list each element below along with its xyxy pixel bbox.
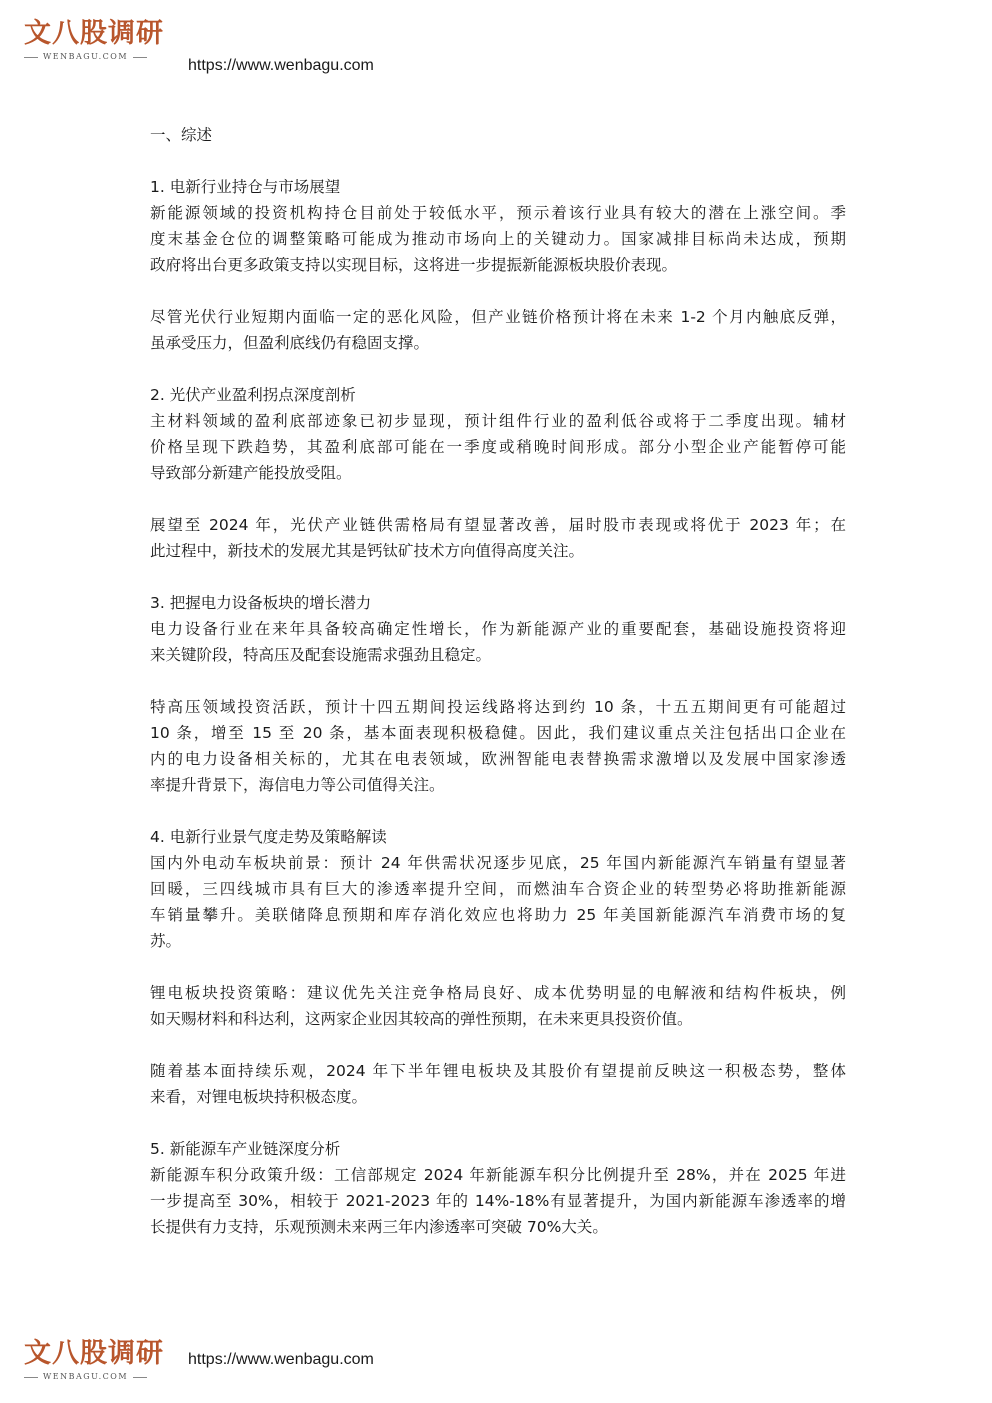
paragraph-line: 主材料领域的盈利底部迹象已初步显现，预计组件行业的盈利低谷或将于二季度出现。辅材: [150, 412, 846, 430]
logo-subtitle-text: WENBAGU.COM: [43, 1372, 129, 1381]
paragraph-line: 回暖，三四线城市具有巨大的渗透率提升空间，而燃油车合资企业的转型势必将助推新能源: [150, 880, 846, 898]
paragraph-line: 内的电力设备相关标的，尤其在电表领域，欧洲智能电表替换需求激增以及发展中国家渗透: [150, 750, 846, 768]
paragraph-line: 价格呈现下跌趋势，其盈利底部可能在一季度或稍晚时间形成。部分小型企业产能暂停可能: [150, 438, 846, 456]
paragraph-line: 来关键阶段，特高压及配套设施需求强劲且稳定。: [150, 646, 492, 664]
header-url[interactable]: https://www.wenbagu.com: [188, 57, 374, 74]
section-4-paragraph-1: [150, 850, 846, 954]
logo-dash-left: [24, 57, 38, 58]
section-4-paragraph-3: [150, 1058, 846, 1110]
paragraph-line: 如天赐材料和科达利，这两家企业因其较高的弹性预期，在未来更具投资价值。: [150, 1010, 693, 1028]
paragraph-line: 锂电板块投资策略：建议优先关注竞争格局良好、成本优势明显的电解液和结构件板块，例: [150, 984, 846, 1002]
logo-subtitle-text: WENBAGU.COM: [43, 52, 129, 61]
section-2-paragraph-2: [150, 512, 846, 564]
logo-dash-left: [24, 1377, 38, 1378]
paragraph-line: 来看，对锂电板块持积极态度。: [150, 1088, 368, 1106]
paragraph-line: 苏。: [150, 932, 182, 950]
footer-url[interactable]: https://www.wenbagu.com: [188, 1351, 374, 1368]
paragraph-line: 一步提高至 30%，相较于 2021-2023 年的 14%-18%有显著提升，为国内新能源车渗透率的增: [150, 1192, 846, 1210]
section-1-heading: 1. 电新行业持仓与市场展望: [150, 178, 341, 196]
section-5-paragraph-1: [150, 1162, 846, 1240]
logo-dash-right: [133, 1377, 147, 1378]
paragraph-line: 此过程中，新技术的发展尤其是钙钛矿技术方向值得高度关注。: [150, 542, 585, 560]
logo-subtitle: [24, 1372, 184, 1382]
section-title: 一、综述: [150, 126, 213, 144]
paragraph-line: 随着基本面持续乐观，2024 年下半年锂电板块及其股价有望提前反映这一积极态势，整体: [150, 1062, 846, 1080]
logo-title: 文八股调研: [24, 1338, 164, 1369]
paragraph-line: 尽管光伏行业短期内面临一定的恶化风险，但产业链价格预计将在未来 1-2 个月内触底反弹，: [150, 308, 846, 326]
paragraph-line: 国内外电动车板块前景：预计 24 年供需状况逐步见底，25 年国内新能源汽车销量有望显著: [150, 854, 846, 872]
paragraph-line: 导致部分新建产能投放受阻。: [150, 464, 352, 482]
paragraph-line: 长提供有力支持，乐观预测未来两三年内渗透率可突破 70%大关。: [150, 1218, 608, 1236]
section-3-paragraph-2: [150, 694, 846, 798]
logo-dash-right: [133, 57, 147, 58]
paragraph-line: 新能源领域的投资机构持仓目前处于较低水平，预示着该行业具有较大的潜在上涨空间。季: [150, 204, 846, 222]
section-2-heading: 2. 光伏产业盈利拐点深度剖析: [150, 386, 356, 404]
document-body: [150, 122, 846, 1240]
paragraph-line: 车销量攀升。美联储降息预期和库存消化效应也将助力 25 年美国新能源汽车消费市场的复: [150, 906, 846, 924]
header-logo: [24, 18, 184, 62]
section-1-paragraph-1: [150, 200, 846, 278]
paragraph-line: 新能源车积分政策升级：工信部规定 2024 年新能源车积分比例提升至 28%，并在 2025 年进: [150, 1166, 846, 1184]
footer-logo: [24, 1338, 184, 1382]
paragraph-line: 10 条，增至 15 至 20 条，基本面表现积极稳健。因此，我们建议重点关注包括出口企业在: [150, 724, 846, 742]
logo-title: 文八股调研: [24, 18, 164, 49]
paragraph-line: 虽承受压力，但盈利底线仍有稳固支撑。: [150, 334, 430, 352]
section-1-paragraph-2: [150, 304, 846, 356]
paragraph-line: 特高压领域投资活跃，预计十四五期间投运线路将达到约 10 条，十五五期间更有可能超过: [150, 698, 846, 716]
section-3-paragraph-1: [150, 616, 846, 668]
section-5-heading: 5. 新能源车产业链深度分析: [150, 1140, 341, 1158]
paragraph-line: 政府将出台更多政策支持以实现目标，这将进一步提振新能源板块股价表现。: [150, 256, 678, 274]
section-2-paragraph-1: [150, 408, 846, 486]
paragraph-line: 度末基金仓位的调整策略可能成为推动市场向上的关键动力。国家减排目标尚未达成，预期: [150, 230, 846, 248]
section-4-heading: 4. 电新行业景气度走势及策略解读: [150, 828, 387, 846]
paragraph-line: 电力设备行业在来年具备较高确定性增长，作为新能源产业的重要配套，基础设施投资将迎: [150, 620, 846, 638]
paragraph-line: 率提升背景下，海信电力等公司值得关注。: [150, 776, 445, 794]
section-3-heading: 3. 把握电力设备板块的增长潜力: [150, 594, 372, 612]
paragraph-line: 展望至 2024 年，光伏产业链供需格局有望显著改善，届时股市表现或将优于 2023 年；在: [150, 516, 846, 534]
logo-subtitle: [24, 52, 184, 62]
section-4-paragraph-2: [150, 980, 846, 1032]
